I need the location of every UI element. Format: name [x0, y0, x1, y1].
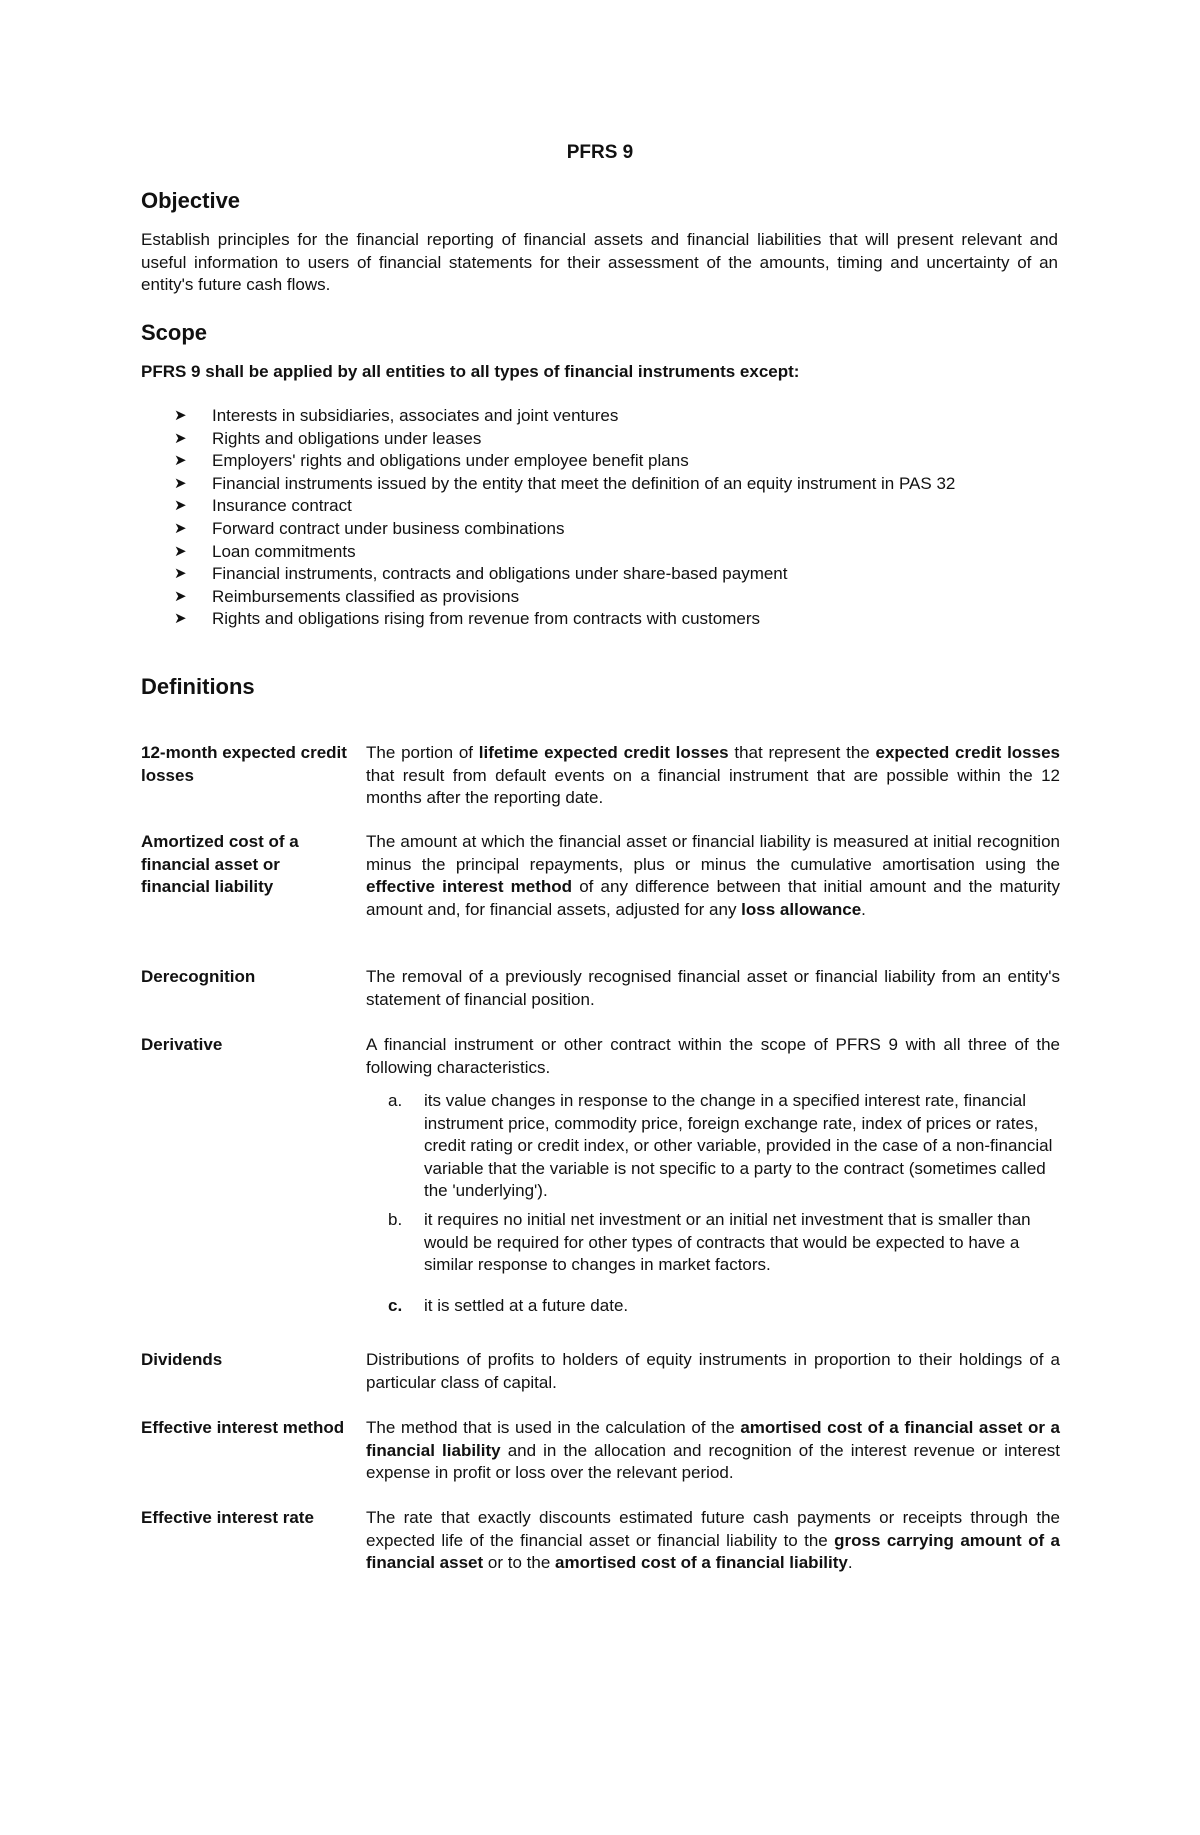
definition-term: 12-month expected credit losses — [141, 743, 347, 785]
definition-term: Effective interest rate — [141, 1508, 314, 1527]
document-title: PFRS 9 — [566, 142, 634, 163]
definition-text: The portion of lifetime expected credit losses that represent the expected credit losses that result from default events on a financial instrument that are possible within the 12 months after the reporting date. — [366, 743, 1060, 807]
arrow-bullet-icon: ➤ — [174, 542, 187, 560]
list-item: ➤ Employers' rights and obligations under employee benefit plans — [174, 450, 1054, 473]
list-item: ➤ Insurance contract — [174, 495, 1054, 518]
definition-term: Dividends — [141, 1350, 223, 1369]
arrow-bullet-icon: ➤ — [174, 610, 187, 628]
objective-text: Establish principles for the financial reporting of financial assets and financial liabilities that will present relevant and useful information to users of financial statements for their assessment of the amounts, timing and uncertainty of an entity's future cash flows. — [141, 230, 1058, 294]
arrow-bullet-icon: ➤ — [174, 497, 187, 515]
list-item: ➤ Interests in subsidiaries, associates and joint ventures — [174, 405, 1054, 428]
definition-text: A financial instrument or other contract within the scope of PFRS 9 with all three of the following characteristics. — [366, 1035, 1060, 1077]
list-item: ➤ Financial instruments issued by the entity that meet the definition of an equity instrument in PAS 32 — [174, 473, 1054, 496]
list-item: ➤ Reimbursements classified as provisions — [174, 586, 1054, 609]
list-item: ➤ Rights and obligations rising from revenue from contracts with customers — [174, 608, 1054, 631]
definitions-heading: Definitions — [141, 674, 255, 699]
arrow-bullet-icon: ➤ — [174, 429, 187, 447]
definition-term: Derecognition — [141, 967, 256, 986]
scope-lead: PFRS 9 shall be applied by all entities to all types of financial instruments except: — [141, 362, 800, 381]
list-item: ➤ Loan commitments — [174, 541, 1054, 564]
scope-exceptions-list — [174, 405, 1054, 631]
arrow-bullet-icon: ➤ — [174, 474, 187, 492]
definition-term: Derivative — [141, 1035, 223, 1054]
list-item: ➤ Rights and obligations under leases — [174, 428, 1054, 451]
definition-text: The removal of a previously recognised financial asset or financial liability from an entity's statement of financial position. — [366, 967, 1060, 1009]
definition-term: Amortized cost of a financial asset or financial liability — [141, 832, 299, 896]
definition-text: The amount at which the financial asset or financial liability is measured at initial recognition minus the principal repayments, plus or minus the cumulative amortisation using the effective interest method of any difference between that initial amount and the maturity amount and, for financial assets, adjusted for any loss allowance. — [366, 832, 1060, 919]
list-item: c. it is settled at a future date. — [388, 1295, 629, 1315]
definition-text: Distributions of profits to holders of equity instruments in proportion to their holdings of a particular class of capital. — [366, 1350, 1060, 1392]
arrow-bullet-icon: ➤ — [174, 565, 187, 583]
list-item: ➤ Financial instruments, contracts and obligations under share-based payment — [174, 563, 1054, 586]
arrow-bullet-icon: ➤ — [174, 587, 187, 605]
list-item: b. it requires no initial net investment or an initial net investment that is smaller than would be required for other types of contracts that would be expected to have a similar response to changes in market factors. — [388, 1209, 1031, 1275]
arrow-bullet-icon: ➤ — [174, 452, 187, 470]
derivative-characteristics-list — [388, 1090, 1060, 1317]
objective-heading: Objective — [141, 188, 241, 213]
list-item: ➤ Forward contract under business combinations — [174, 518, 1054, 541]
definition-text: The rate that exactly discounts estimated future cash payments or receipts through the expected life of the financial asset or financial liability to the gross carrying amount of a financial asset or to the amortised cost of a financial liability. — [366, 1508, 1060, 1572]
definition-term: Effective interest method — [141, 1418, 345, 1437]
arrow-bullet-icon: ➤ — [174, 519, 187, 537]
list-item: a. its value changes in response to the change in a specified interest rate, financial instrument price, commodity price, foreign exchange rate, index of prices or rates, credit rating or credit index, or other variable, provided in the case of a non-financial variable that the variable is not specific to a party to the contract (sometimes called the 'underlying'). — [388, 1091, 1053, 1201]
definition-text: The method that is used in the calculation of the amortised cost of a financial asset or a financial liability and in the allocation and recognition of the interest revenue or interest expense in profit or loss over the relevant period. — [366, 1418, 1060, 1482]
arrow-bullet-icon: ➤ — [174, 407, 187, 424]
scope-heading: Scope — [141, 320, 208, 345]
